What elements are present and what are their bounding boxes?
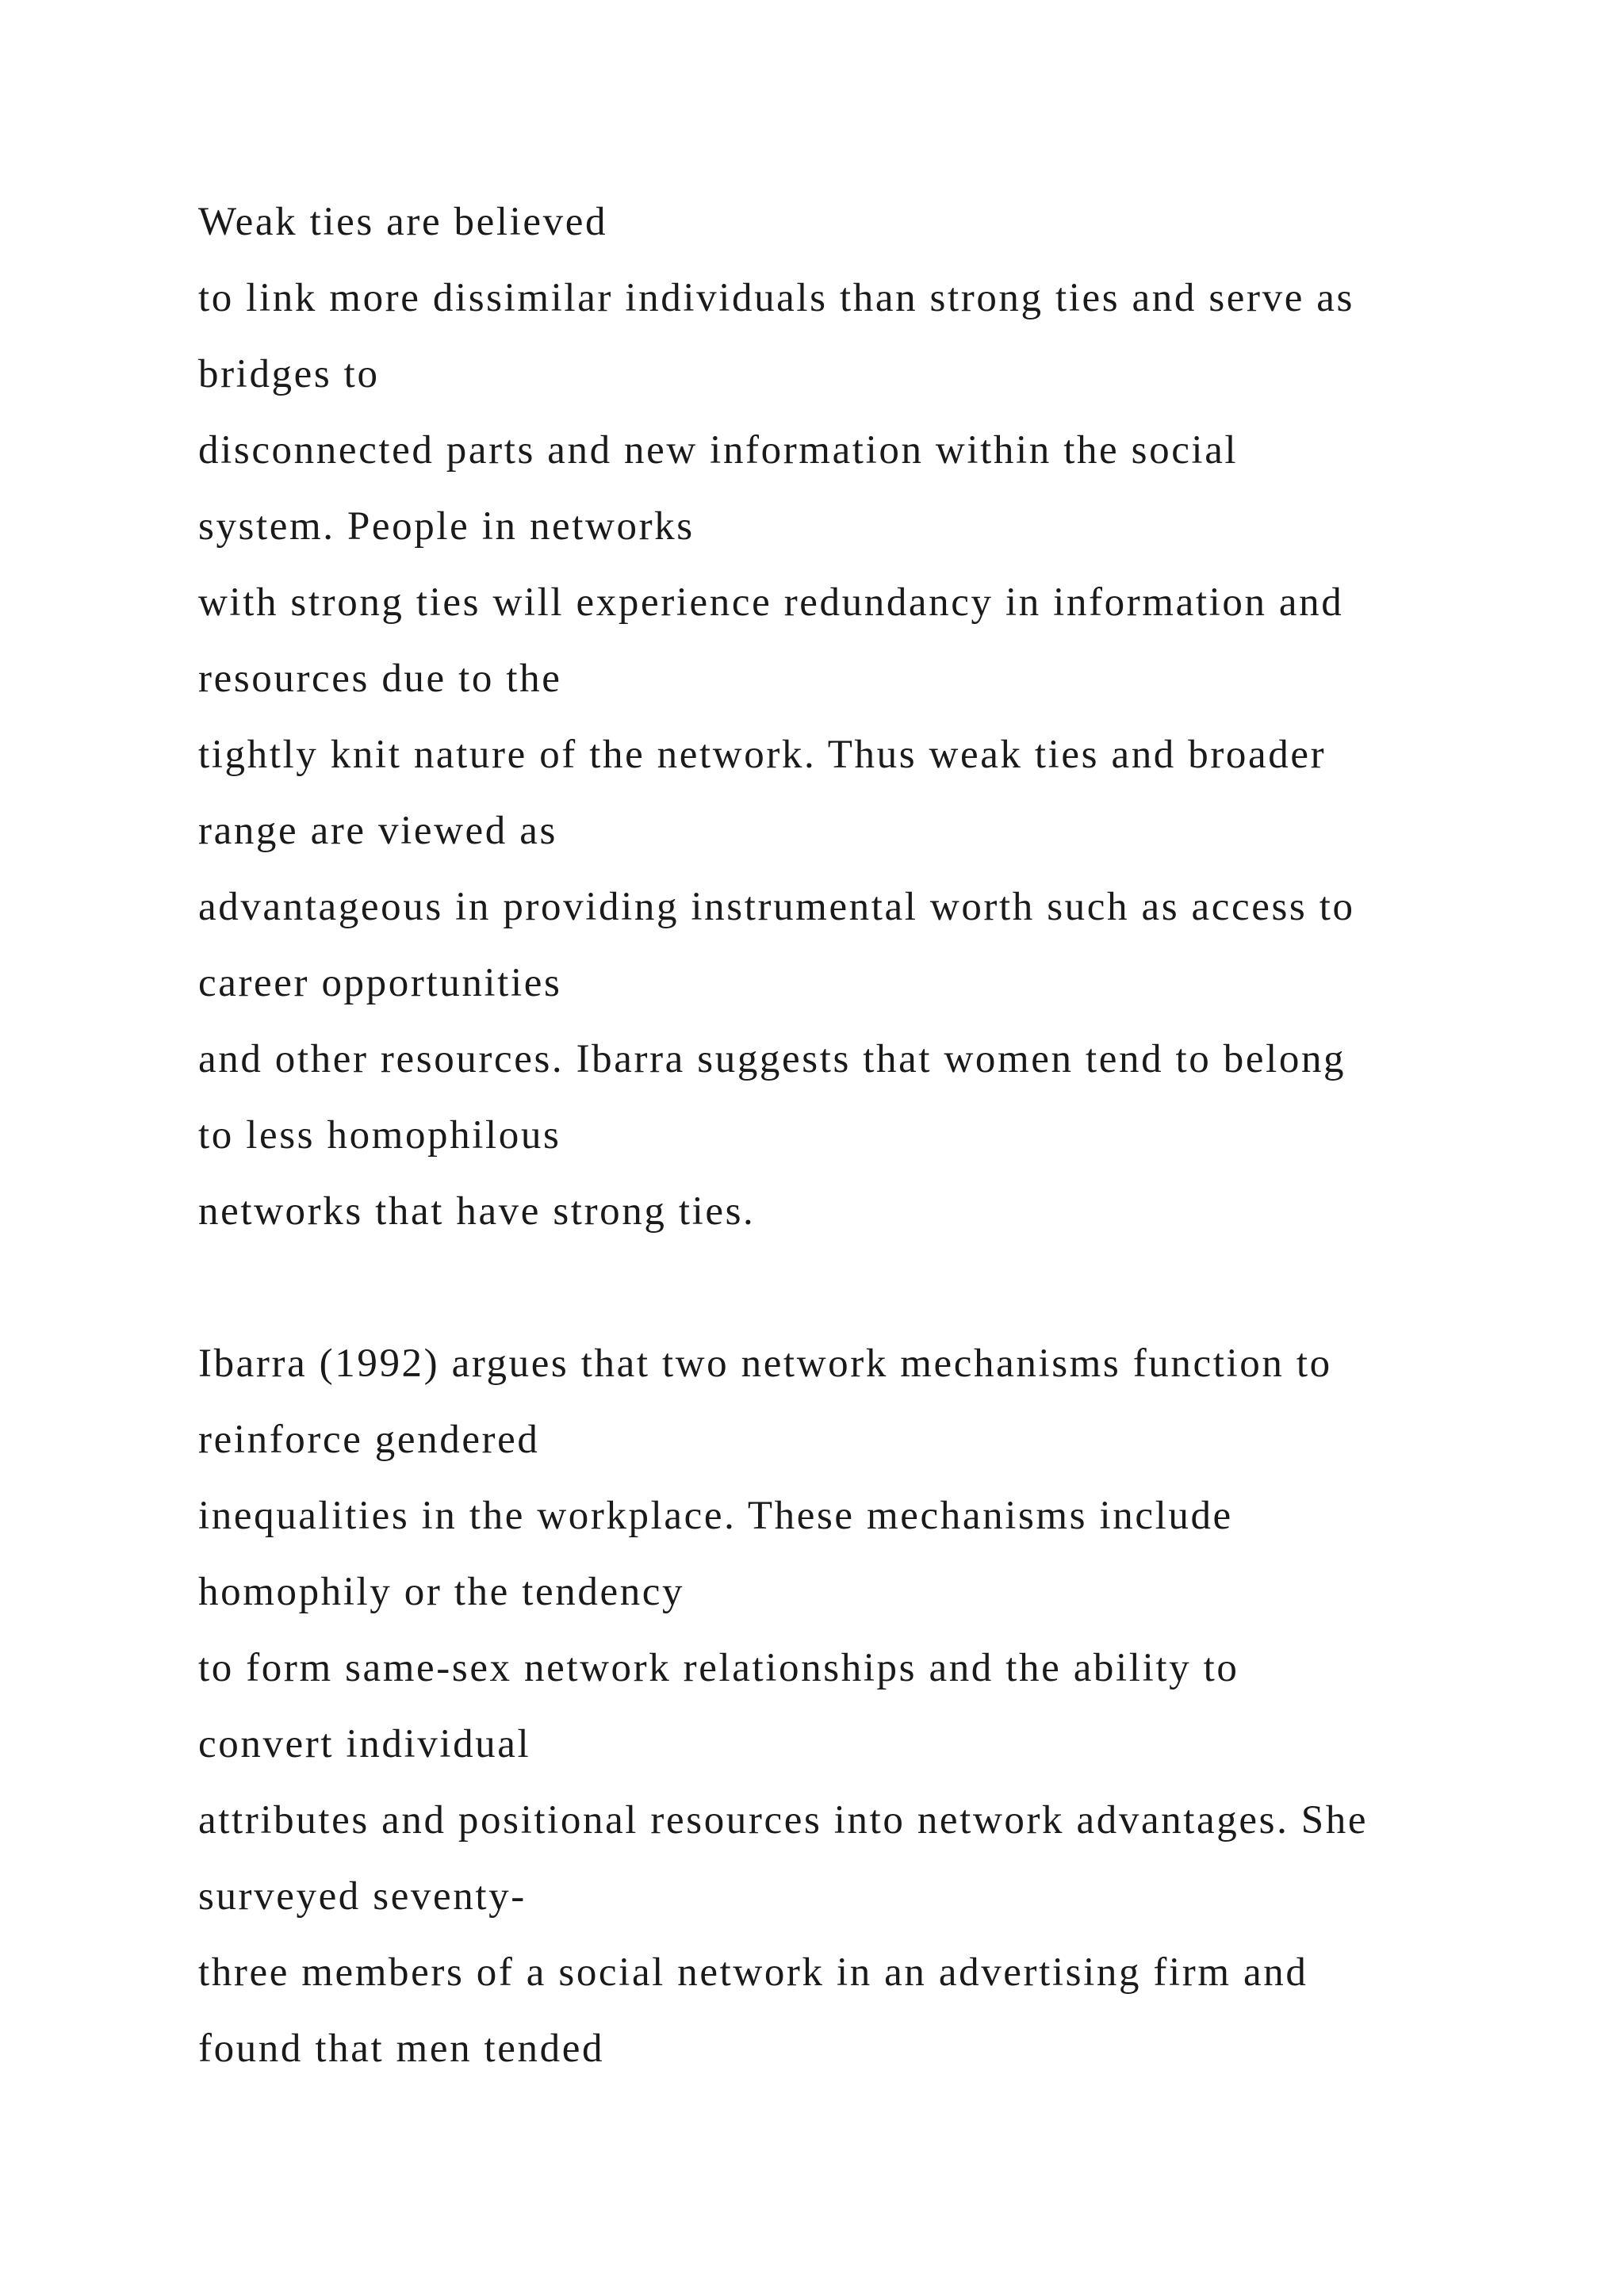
text-line: system. People in networks	[198, 504, 695, 549]
text-line: to less homophilous	[198, 1113, 561, 1158]
paragraph-ibarra-1992	[198, 1326, 1546, 2087]
text-line: to link more dissimilar individuals than strong ties and serve as	[198, 276, 1354, 320]
text-line: range are viewed as	[198, 809, 557, 853]
text-line: three members of a social network in an advertising firm and	[198, 1950, 1308, 1995]
text-line: inequalities in the workplace. These mechanisms include	[198, 1494, 1233, 1538]
text-line: disconnected parts and new information within the social	[198, 428, 1239, 473]
text-line: advantageous in providing instrumental worth such as access to	[198, 885, 1355, 929]
text-line: and other resources. Ibarra suggests that women tend to belong	[198, 1037, 1346, 1081]
text-line: Weak ties are believed	[198, 200, 608, 244]
text-line: tightly knit nature of the network. Thus weak ties and broader	[198, 733, 1327, 777]
text-line: attributes and positional resources into network advantages. She	[198, 1798, 1369, 1843]
text-line: career opportunities	[198, 961, 562, 1005]
paragraph-weak-ties	[198, 184, 1546, 1249]
text-line: found that men tended	[198, 2026, 605, 2071]
text-line: reinforce gendered	[198, 1418, 540, 1462]
text-line: surveyed seventy-	[198, 1874, 527, 1919]
text-line: convert individual	[198, 1722, 531, 1766]
text-line: to form same-sex network relationships and the ability to	[198, 1646, 1239, 1690]
text-line: networks that have strong ties.	[198, 1189, 756, 1234]
text-line: Ibarra (1992) argues that two network mechanisms function to	[198, 1341, 1332, 1386]
text-line: bridges to	[198, 352, 380, 396]
text-line: with strong ties will experience redundancy in information and	[198, 580, 1344, 625]
text-line: homophily or the tendency	[198, 1570, 685, 1614]
text-line: resources due to the	[198, 656, 562, 701]
